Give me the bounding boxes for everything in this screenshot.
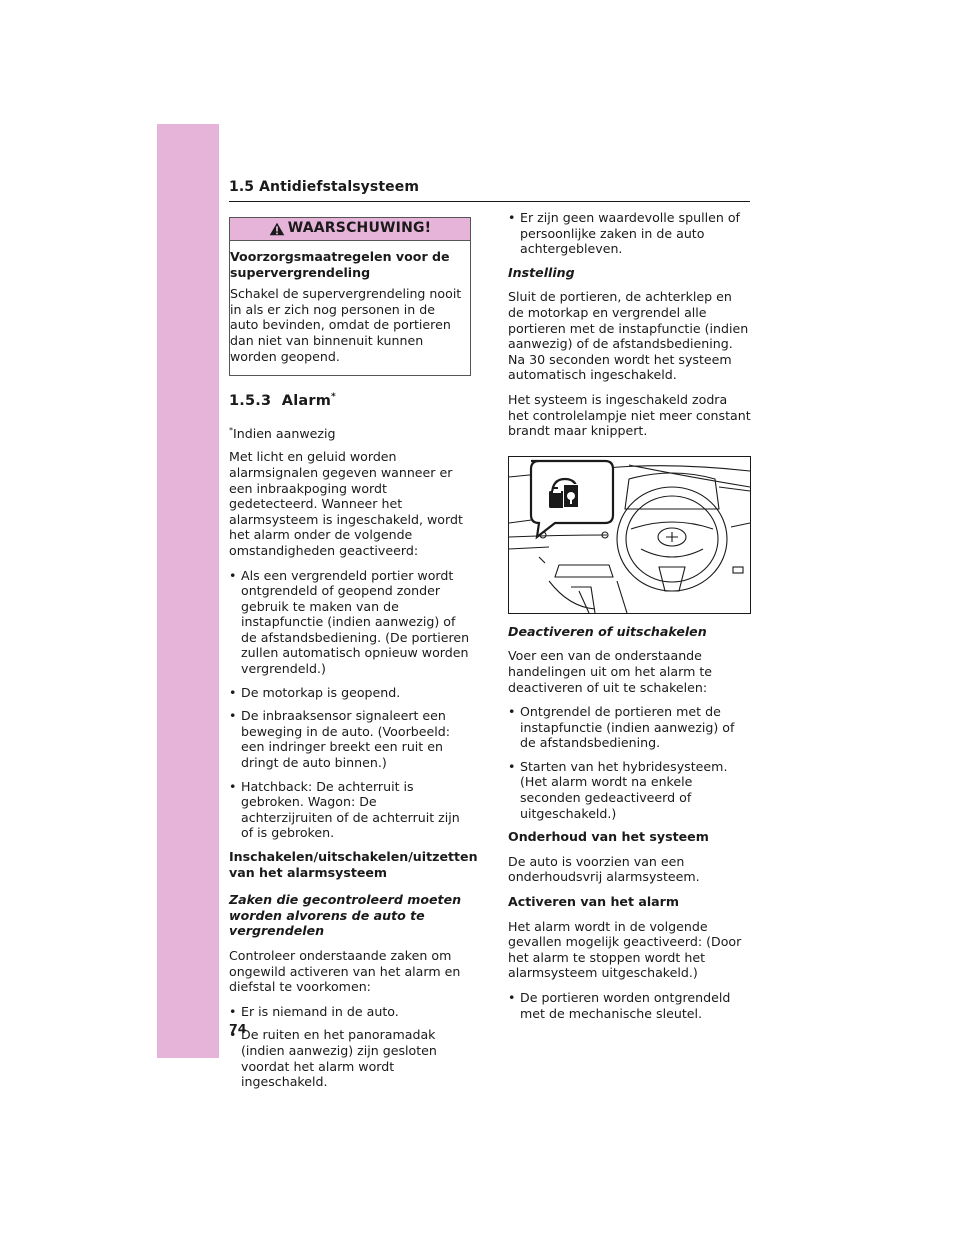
maintenance-paragraph: De auto is voorzien van een onderhoudsvrij alarmsysteem. bbox=[508, 853, 700, 885]
list-item: • Als een vergrendeld portier wordt ontgrendeld of geopend zonder gebruik te maken van de instapfunctie (indien aanwezig) of de afstandsbediening. (De portieren zullen automatisch opnieuw worden vergrendeld.) bbox=[229, 568, 471, 677]
subheading-checks: Zaken die gecontroleerd moeten worden alvorens de auto te vergrendelen bbox=[229, 892, 462, 939]
list-item: • Er is niemand in de auto. bbox=[229, 1004, 471, 1020]
footnote-text: Indien aanwezig bbox=[233, 425, 336, 441]
warning-text: Schakel de supervergrendeling nooit in als er zich nog personen in de auto bevinden, omdat de portieren dan niet van binnenuit kunnen worden geopend. bbox=[230, 286, 462, 364]
intro-paragraph: Met licht en geluid worden alarmsignalen gegeven wanneer er een inbraakpoging wordt gedetecteerd. Wanneer het alarmsysteem is ingeschakeld, wordt het alarm onder de volgende omstandigheden geactiveerd: bbox=[229, 449, 463, 558]
chapter-title: 1.5 Antidiefstalsysteem bbox=[229, 179, 420, 195]
list-item: • De inbraaksensor signaleert een beweging in de auto. (Voorbeeld: een indringer breekt een ruit en dringt de auto binnen.) bbox=[229, 708, 471, 770]
warning-box bbox=[229, 217, 471, 376]
trigger-paragraph: Het alarm wordt in de volgende gevallen mogelijk geactiveerd: (Door het alarm te stoppen wordt het alarmsysteem uitgeschakeld.) bbox=[508, 918, 742, 981]
subheading-trigger: Activeren van het alarm bbox=[508, 894, 680, 910]
warning-body bbox=[230, 241, 470, 375]
checks-list-continued bbox=[508, 210, 751, 257]
list-item: • De ruiten en het panoramadak (indien aanwezig) zijn gesloten voordat het alarm wordt ingeschakeld. bbox=[229, 1027, 471, 1089]
checks-list bbox=[229, 1004, 471, 1090]
warning-label: WAARSCHUWING! bbox=[287, 220, 432, 237]
warning-header bbox=[230, 218, 470, 241]
dashboard-illustration bbox=[508, 456, 751, 614]
list-item: • Er zijn geen waardevolle spullen of persoonlijke zaken in de auto achtergebleven. bbox=[508, 210, 751, 257]
page-number: 74 bbox=[229, 1021, 247, 1036]
subheading-deactivate: Deactiveren of uitschakelen bbox=[508, 623, 707, 639]
alarm-conditions-list bbox=[229, 568, 471, 842]
section-marker: * bbox=[331, 392, 336, 403]
footnote-marker: * bbox=[229, 425, 233, 435]
list-item: • De portieren worden ontgrendeld met de mechanische sleutel. bbox=[508, 990, 751, 1021]
list-item: • Starten van het hybridesysteem. (Het alarm wordt na enkele seconden gedeactiveerd of uitgeschakeld.) bbox=[508, 759, 751, 821]
section-title: Alarm bbox=[281, 392, 332, 409]
subheading-setup: Inschakelen/uitschakelen/uitzetten van het alarmsysteem bbox=[229, 849, 478, 880]
setting-paragraph-2: Het systeem is ingeschakeld zodra het controlelampje niet meer constant brandt maar knippert. bbox=[508, 391, 751, 439]
checks-intro: Controleer onderstaande zaken om ongewild activeren van het alarm en diefstal te voorkomen: bbox=[229, 947, 461, 995]
section-heading bbox=[229, 390, 471, 409]
right-column bbox=[508, 210, 751, 1029]
list-item: • Ontgrendel de portieren met de instapfunctie (indien aanwezig) of de afstandsbediening. bbox=[508, 704, 751, 751]
warning-triangle-icon bbox=[269, 222, 285, 236]
trigger-list bbox=[508, 990, 751, 1021]
list-item: • Hatchback: De achterruit is gebroken. Wagon: De achterzijruiten of de achterruit zijn of is gebroken. bbox=[229, 779, 471, 841]
deactivate-list bbox=[508, 704, 751, 821]
subheading-setting: Instelling bbox=[508, 264, 575, 280]
footnote bbox=[229, 423, 471, 442]
left-column bbox=[229, 217, 478, 1098]
page-header bbox=[229, 178, 750, 202]
list-item: • De motorkap is geopend. bbox=[229, 685, 471, 701]
section-number: 1.5.3 bbox=[229, 392, 272, 409]
warning-subtitle: Voorzorgsmaatregelen voor de supervergrendeling bbox=[230, 249, 450, 280]
dashboard-drawing bbox=[509, 457, 750, 613]
page-color-band bbox=[157, 124, 219, 1058]
subheading-maintenance: Onderhoud van het systeem bbox=[508, 829, 709, 845]
deactivate-intro: Voer een van de onderstaande handelingen uit om het alarm te deactiveren of uit te schakelen: bbox=[508, 648, 713, 695]
setting-paragraph: Sluit de portieren, de achterklep en de motorkap en vergrendel alle portieren met de instapfunctie (indien aanwezig) of de afstandsbediening. Na 30 seconden wordt het systeem automatisch ingeschakeld. bbox=[508, 289, 749, 383]
